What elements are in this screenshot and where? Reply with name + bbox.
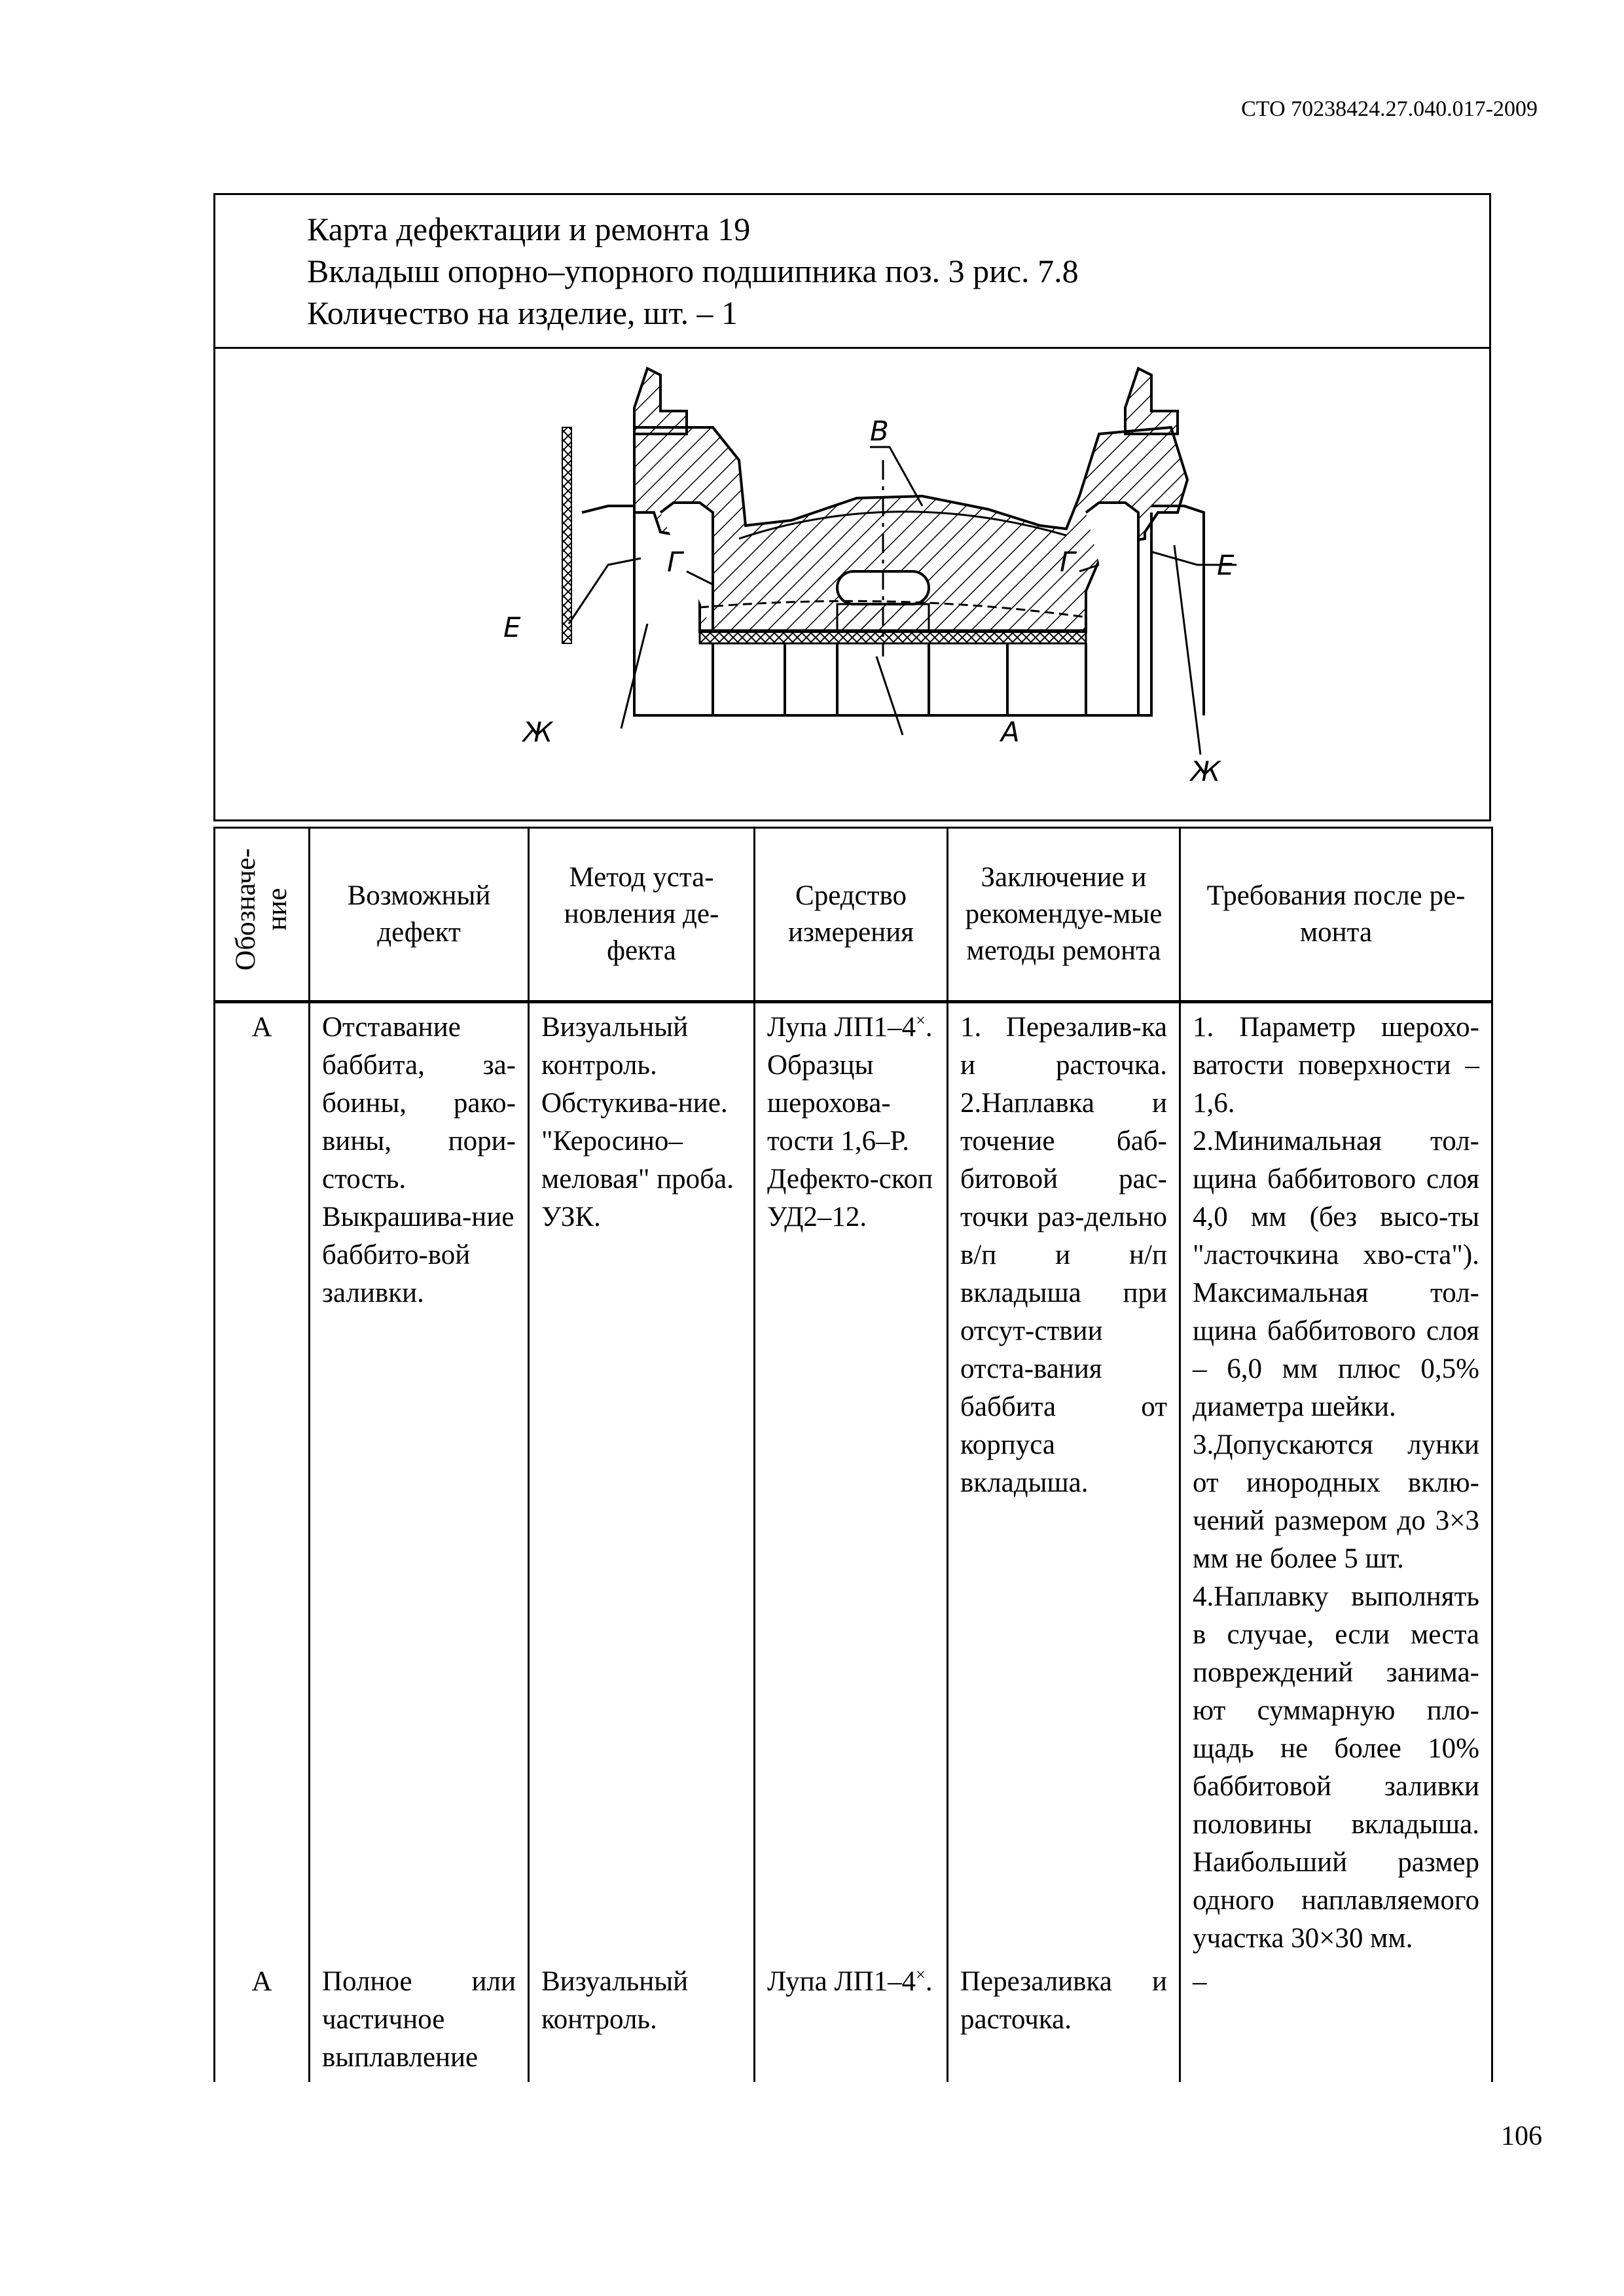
label-a: А	[1001, 716, 1020, 748]
cell-conclusion: 1. Перезалив-ка и расточка. 2.Наплавка и точение баб-битовой рас-точки раз-дельно в/п и н/п вкладыша при отсут-ствии отста-вания баббита от корпуса вкладыша.	[948, 1002, 1180, 1964]
label-g-right: Г	[1060, 546, 1075, 578]
header-conclusion: Заключение и рекомендуе-мые методы ремонта	[948, 828, 1180, 1002]
label-g-left: Г	[667, 546, 683, 578]
label-v: В	[870, 415, 889, 447]
cell-method: Визуальный контроль.	[529, 1963, 755, 2082]
header-tool: Средство измерения	[755, 828, 948, 1002]
defect-table	[213, 827, 1493, 2082]
cell-defect: Отставание баббита, за-боины, рако-вины, пори-стость. Выкрашива-ние баббито-вой заливки.	[310, 1002, 529, 1964]
cell-conclusion: Перезаливка и расточка.	[948, 1963, 1180, 2082]
header-defect: Возможный дефект	[310, 828, 529, 1002]
table-row	[215, 1963, 1492, 2082]
header-requirements: Требования после ре-монта	[1180, 828, 1492, 1002]
cell-designation: А	[215, 1002, 310, 1964]
cell-requirements: –	[1180, 1963, 1492, 2082]
bearing-liner-drawing	[215, 349, 1493, 821]
document-code: СТО 70238424.27.040.017-2009	[1241, 97, 1538, 121]
card-title: Карта дефектации и ремонта 19	[307, 211, 751, 247]
table-row	[215, 1002, 1492, 1964]
header-designation: Обозначе- ние	[215, 828, 310, 1002]
page-number: 106	[1501, 2121, 1542, 2151]
label-e-left: Е	[503, 611, 521, 643]
figure-frame	[213, 349, 1491, 821]
table-header-row	[215, 828, 1492, 1002]
card-header	[213, 193, 1491, 349]
cell-designation: А	[215, 1963, 310, 2082]
cell-tool: Лупа ЛП1–4×. Образцы шерохова-тости 1,6–Р. Дефекто-скоп УД2–12.	[755, 1002, 948, 1964]
part-name: Вкладыш опорно–упорного подшипника поз. 3 рис. 7.8	[307, 253, 1079, 289]
cell-tool: Лупа ЛП1–4×.	[755, 1963, 948, 2082]
label-zh-right: Ж	[1191, 755, 1221, 787]
cell-requirements: 1. Параметр шерохо-ватости поверхности – 1,6. 2.Минимальная тол-щина баббитового слоя 4,0 мм (без высо-ты "ласточкина хво-ста"). Максимальная тол-щина баббитового слоя – 6,0 мм плюс 0,5% диаметра шейки. 3.Допускаются лунки от инородных вклю-чений размером до 3×3 мм не более 5 шт. 4.Наплавку выполнять в случае, если места повреждений занима-ют суммарную пло-щадь не более 10% баббитовой заливки половины вкладыша. Наибольший размер одного наплавляемого участка 30×30 мм.	[1180, 1002, 1492, 1964]
header-method: Метод уста-новления де-фекта	[529, 828, 755, 1002]
label-e-right: Е	[1217, 549, 1235, 581]
cell-defect: Полное или частичное выплавление	[310, 1963, 529, 2082]
label-zh-left: Ж	[523, 716, 553, 748]
quantity: Количество на изделие, шт. – 1	[307, 295, 738, 331]
cell-method: Визуальный контроль. Обстукива-ние. "Керосино–меловая" проба. УЗК.	[529, 1002, 755, 1964]
